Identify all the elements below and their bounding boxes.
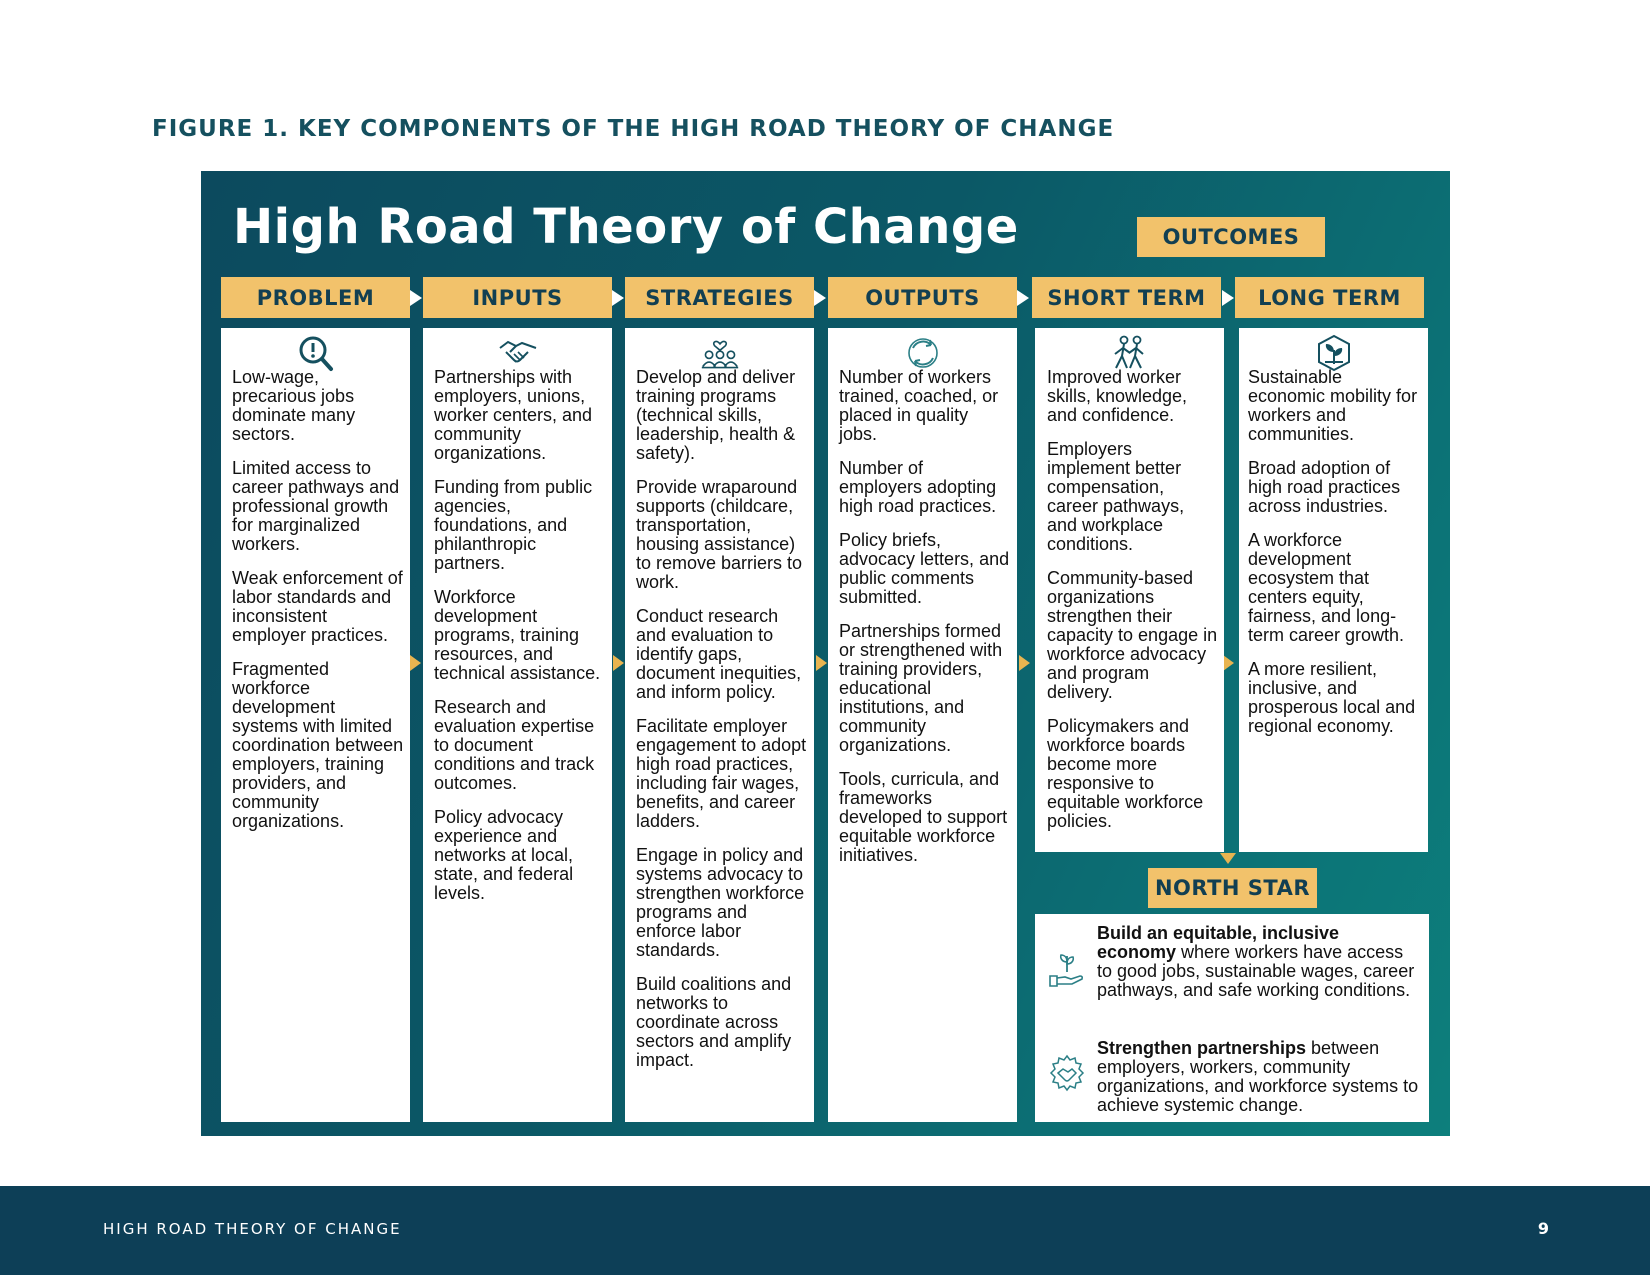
column-text	[1047, 368, 1218, 846]
list-item: Limited access to career pathways and professional growth for marginalized workers.	[232, 458, 400, 554]
header-outputs: OUTPUTS	[828, 277, 1017, 318]
list-item: Conduct research and evaluation to identify gaps, document inequities, and inform policy.	[636, 606, 802, 702]
list-item: Facilitate employer engagement to adopt high road practices, including fair wages, benefits, and career ladders.	[636, 716, 807, 831]
gear-handshake-icon	[1047, 1053, 1087, 1093]
column-problem	[221, 328, 410, 1122]
column-text	[839, 368, 1011, 880]
list-item: Employers implement better compensation, career pathways, and workplace conditions.	[1047, 439, 1185, 554]
column-short-term	[1035, 328, 1224, 852]
page-number: 9	[1537, 1219, 1549, 1238]
column-inputs	[423, 328, 612, 1122]
page-footer	[0, 1186, 1650, 1275]
list-item: Provide wraparound supports (childcare, transportation, housing assistance) to remove barriers to work.	[636, 477, 803, 592]
flow-arrow-icon	[410, 290, 422, 306]
header-inputs: INPUTS	[423, 277, 612, 318]
list-item: Partnerships with employers, unions, worker centers, and community organizations.	[434, 367, 593, 463]
figure-caption: FIGURE 1. KEY COMPONENTS OF THE HIGH ROAD THEORY OF CHANGE	[152, 116, 1115, 142]
north-star-box	[1035, 914, 1429, 1122]
north-star-label: NORTH STAR	[1148, 868, 1317, 908]
list-item: Develop and deliver training programs (technical skills, leadership, health & safety).	[636, 367, 796, 463]
footer-title: HIGH ROAD THEORY OF CHANGE	[103, 1220, 402, 1238]
column-text	[232, 368, 404, 846]
flow-arrow-icon	[814, 290, 826, 306]
flow-arrow-icon	[613, 655, 624, 671]
down-arrow-icon	[1220, 853, 1236, 864]
north-star-text: between employers, workers, community organizations, and workforce systems to achieve systemic change.	[1097, 1038, 1419, 1115]
column-text	[636, 368, 808, 1085]
list-item: Fragmented workforce development systems with limited coordination between employers, training providers, and community organizations.	[232, 659, 404, 831]
list-item: Workforce development programs, training resources, and technical assistance.	[434, 587, 601, 683]
list-item: Number of workers trained, coached, or placed in quality jobs.	[839, 367, 999, 444]
flow-arrow-icon	[612, 290, 624, 306]
flow-arrow-icon	[1017, 290, 1029, 306]
north-star-text: where workers have access to good jobs, sustainable wages, career pathways, and safe working conditions.	[1097, 942, 1415, 1000]
list-item: Tools, curricula, and frameworks developed to support equitable workforce initiatives.	[839, 769, 1008, 865]
header-strategies: STRATEGIES	[625, 277, 814, 318]
north-star-item	[1097, 1039, 1419, 1115]
column-text	[1248, 368, 1422, 751]
flow-arrow-icon	[1019, 655, 1030, 671]
list-item: A workforce development ecosystem that centers equity, fairness, and long-term career growth.	[1248, 530, 1405, 645]
list-item: Partnerships formed or strengthened with training providers, educational institutions, and community organizations.	[839, 621, 1003, 755]
header-short-term: SHORT TERM	[1032, 277, 1221, 318]
column-strategies	[625, 328, 814, 1122]
flow-arrow-icon	[1223, 655, 1234, 671]
list-item: Low-wage, precarious jobs dominate many sectors.	[232, 367, 356, 444]
column-text	[434, 368, 606, 918]
outcomes-label: OUTCOMES	[1137, 217, 1325, 257]
list-item: Research and evaluation expertise to document conditions and track outcomes.	[434, 697, 595, 793]
header-long-term: LONG TERM	[1235, 277, 1424, 318]
header-problem: PROBLEM	[221, 277, 410, 318]
flow-arrow-icon	[1222, 290, 1234, 306]
column-outputs	[828, 328, 1017, 1122]
flow-arrow-icon	[816, 655, 827, 671]
north-star-item	[1097, 924, 1419, 1000]
list-item: Sustainable economic mobility for workers and communities.	[1248, 367, 1418, 444]
hand-plant-icon	[1047, 950, 1087, 990]
theory-of-change-panel	[201, 171, 1450, 1136]
list-item: Policy advocacy experience and networks at local, state, and federal levels.	[434, 807, 574, 903]
north-star-bold: Strengthen partnerships	[1097, 1038, 1307, 1058]
list-item: Engage in policy and systems advocacy to strengthen workforce programs and enforce labor standards.	[636, 845, 805, 960]
list-item: Policymakers and workforce boards become more responsive to equitable workforce policies.	[1047, 716, 1204, 831]
list-item: Community-based organizations strengthen their capacity to engage in workforce advocacy and program delivery.	[1047, 568, 1218, 702]
list-item: Funding from public agencies, foundations, and philanthropic partners.	[434, 477, 593, 573]
list-item: Weak enforcement of labor standards and inconsistent employer practices.	[232, 568, 403, 645]
list-item: Policy briefs, advocacy letters, and public comments submitted.	[839, 530, 1010, 607]
panel-title: High Road Theory of Change	[233, 199, 1019, 255]
column-long-term	[1239, 328, 1428, 852]
list-item: A more resilient, inclusive, and prosperous local and regional economy.	[1248, 659, 1416, 736]
list-item: Number of employers adopting high road practices.	[839, 458, 997, 516]
list-item: Build coalitions and networks to coordinate across sectors and amplify impact.	[636, 974, 792, 1070]
list-item: Improved worker skills, knowledge, and confidence.	[1047, 367, 1188, 425]
north-star-bold: Build an equitable, inclusive economy	[1097, 923, 1340, 962]
flow-arrow-icon	[410, 655, 421, 671]
list-item: Broad adoption of high road practices across industries.	[1248, 458, 1401, 516]
